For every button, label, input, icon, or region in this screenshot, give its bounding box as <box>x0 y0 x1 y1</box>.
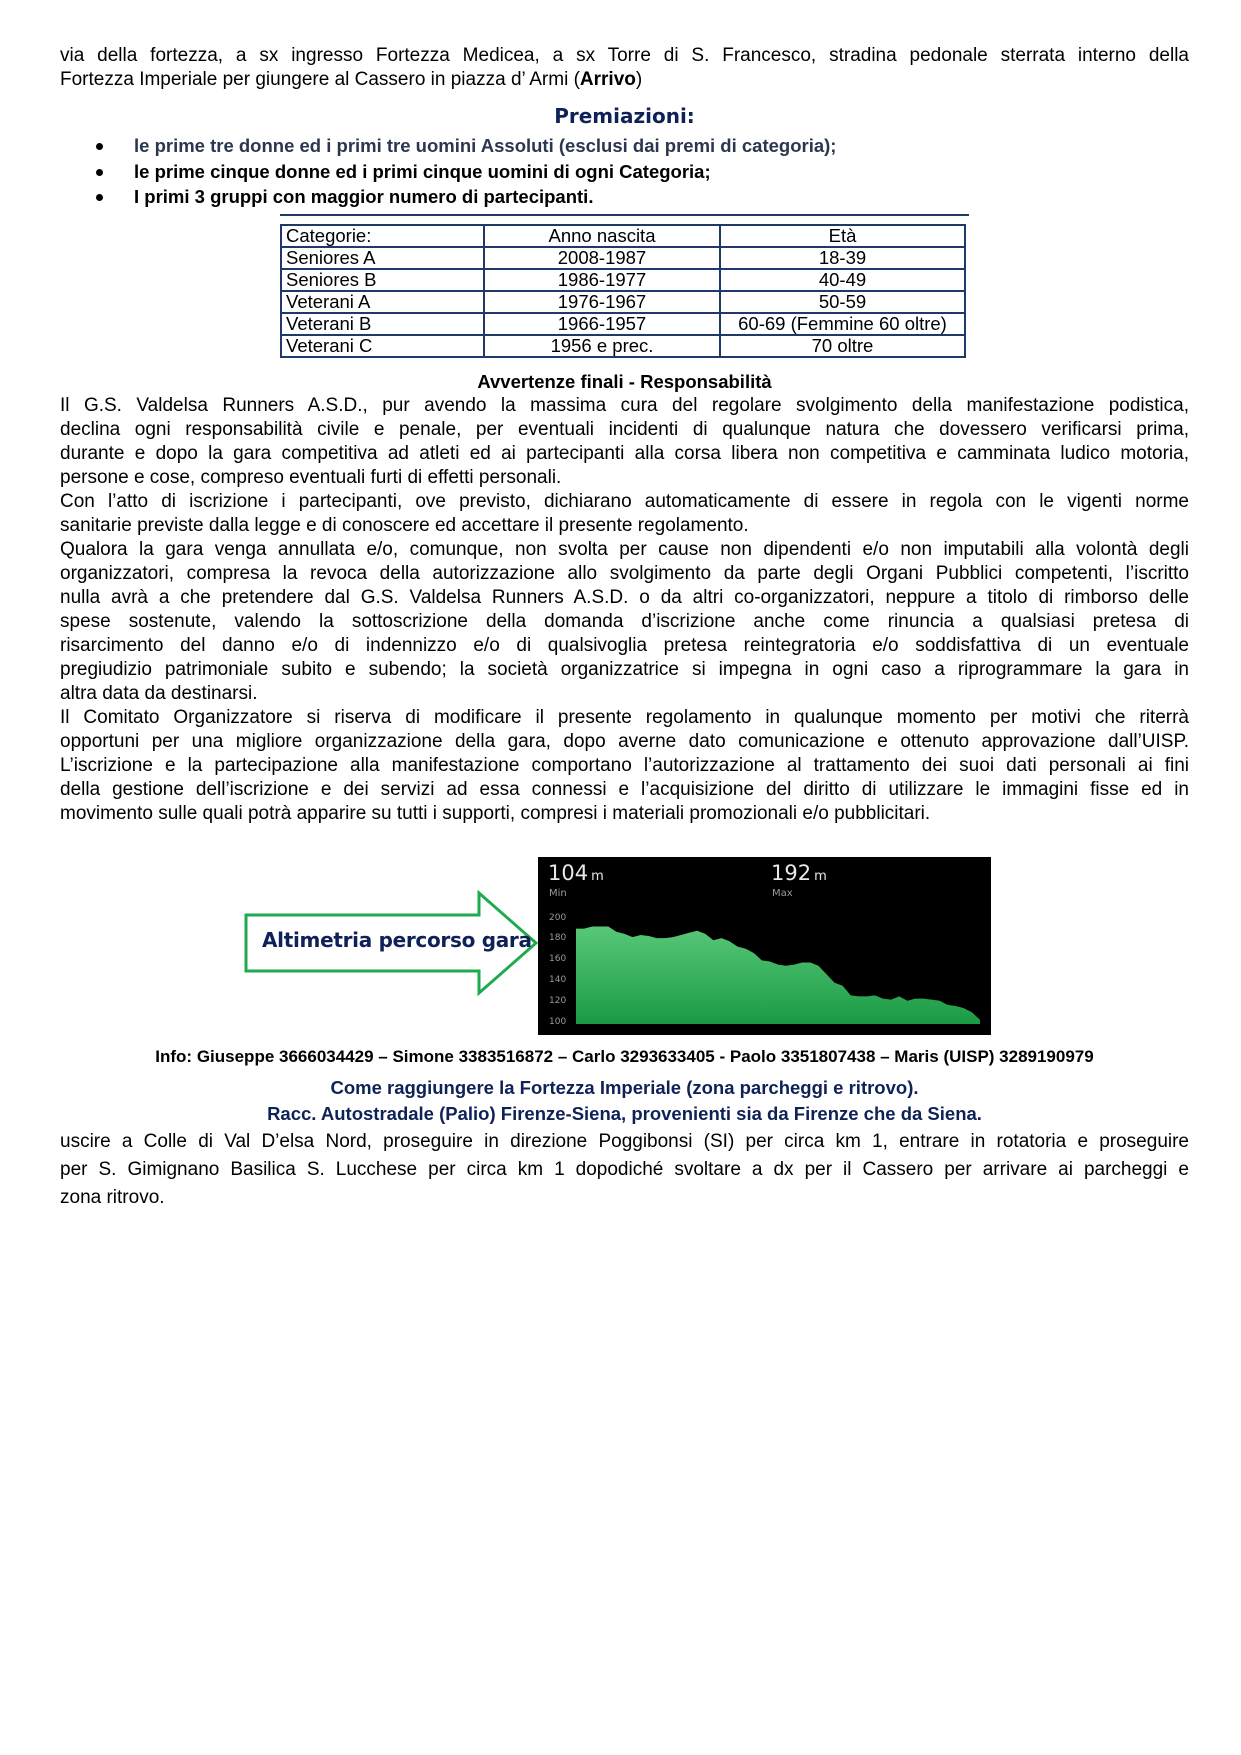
body-line: declina ogni responsabilità civile e penale, per eventuali incidenti di qualunque natura che dovessero verificarsi prima, <box>60 419 1189 440</box>
body-line: Il Comitato Organizzatore si riserva di modificare il presente regolamento in qualunque momento per motivi che riterrà <box>60 707 1189 728</box>
cell-category: Seniores B <box>281 269 484 291</box>
cell-age: 70 oltre <box>720 335 965 357</box>
table-row <box>281 291 965 313</box>
max-altitude <box>771 861 827 885</box>
body-line: Qualora la gara venga annullata e/o, comunque, non svolta per cause non dipendenti e/o non imputabili alla volontà degli <box>60 539 1189 560</box>
cell-age: 40-49 <box>720 269 965 291</box>
cell-age: 60-69 (Femmine 60 oltre) <box>720 313 965 335</box>
header-birth-year: Anno nascita <box>484 225 720 247</box>
body-line: organizzatori, compresa la revoca della autorizzazione allo svolgimento da parte degli Organi Pubblici competenti, l’iscritto <box>60 563 1189 584</box>
y-tick: 200 <box>549 913 567 923</box>
body-line: opportuni per una migliore organizzazione della gara, dopo averne dato comunicazione e ottenuto approvazione dall’UISP. <box>60 731 1189 752</box>
cell-category: Veterani B <box>281 313 484 335</box>
intro-line-2 <box>60 68 1189 92</box>
body-line: pregiudizio patrimoniale subito e subendo; la società organizzatrice si impegna in ogni caso a riprogrammare la gara in <box>60 659 1189 680</box>
table-header-row <box>281 225 965 247</box>
min-unit: m <box>591 869 604 884</box>
min-label: Min <box>549 888 567 899</box>
body-line: spese sostenute, valendo la sottoscrizione della domanda d’iscrizione anche come rinuncia a qualsiasi pretesa di <box>60 611 1189 632</box>
body-line: durante e dopo la gara competitiva ad atleti ed ai partecipanti alla corsa libera non competitiva e camminata ludico motoria, <box>60 443 1189 464</box>
directions-line: zona ritrovo. <box>60 1187 165 1208</box>
intro-line-2-close: ) <box>635 69 643 90</box>
body-line: nulla avrà a che pretendere dal G.S. Valdelsa Runners A.S.D. o da altri co-organizzatori, neppure a titolo di rimborso delle <box>60 587 1189 608</box>
directions-line: uscire a Colle di Val D’elsa Nord, proseguire in direzione Poggibonsi (SI) per circa km 1, entrare in rotatoria e proseguire <box>60 1131 1189 1152</box>
intro-line-2-text: Fortezza Imperiale per giungere al Cassero in piazza d’ Armi ( <box>60 69 580 90</box>
table-row <box>281 313 965 335</box>
table-row <box>281 335 965 357</box>
cell-category: Seniores A <box>281 247 484 269</box>
avvertenze-title: Avvertenze finali - Responsabilità <box>477 371 772 392</box>
max-value: 192 <box>771 861 812 885</box>
cell-birth-year: 1986-1977 <box>484 269 720 291</box>
min-value: 104 <box>548 861 589 885</box>
body-line: della gestione dell’iscrizione e dei servizi ad essa connessi e l’acquisizione del diritto di utilizzare le immagini fisse ed in <box>60 779 1189 800</box>
directions-title: Come raggiungere la Fortezza Imperiale (zona parcheggi e ritrovo). <box>330 1077 919 1098</box>
body-line: movimento sulle quali potrà apparire su tutti i supporti, compresi i materiali promozionali e/o pubblicitari. <box>60 803 931 824</box>
cell-birth-year: 1966-1957 <box>484 313 720 335</box>
cell-birth-year: 1956 e prec. <box>484 335 720 357</box>
cell-category: Veterani A <box>281 291 484 313</box>
cell-birth-year: 2008-1987 <box>484 247 720 269</box>
body-line: persone e cose, compreso eventuali furti di effetti personali. <box>60 467 562 488</box>
cell-category: Veterani C <box>281 335 484 357</box>
cell-age: 50-59 <box>720 291 965 313</box>
directions-line: per S. Gimignano Basilica S. Lucchese per circa km 1 dopodiché svoltare a dx per il Cassero per arrivare ai parcheggi e <box>60 1159 1189 1180</box>
altimetry-arrow-label: Altimetria percorso gara <box>262 928 532 952</box>
cell-age: 18-39 <box>720 247 965 269</box>
arrival-label: Arrivo <box>579 69 636 90</box>
body-line: altra data da destinarsi. <box>60 683 258 704</box>
bullet-icon <box>96 169 103 176</box>
table-row <box>281 269 965 291</box>
body-line: risarcimento del danno e/o di indennizzo e/o di qualsivoglia pretesa reintegratoria e/o soddisfattiva di un eventuale <box>60 635 1189 656</box>
min-altitude <box>548 861 604 885</box>
directions-subtitle: Racc. Autostradale (Palio) Firenze-Siena, provenienti sia da Firenze che da Siena. <box>267 1103 982 1124</box>
body-line: Il G.S. Valdelsa Runners A.S.D., pur avendo la massima cura del regolare svolgimento della manifestazione podistica, <box>60 395 1189 416</box>
cell-birth-year: 1976-1967 <box>484 291 720 313</box>
elevation-area <box>576 918 980 1024</box>
body-line: Con l’atto di iscrizione i partecipanti, ove previsto, dichiarano automaticamente di essere in regola con le vigenti norme <box>60 491 1189 512</box>
table-row <box>281 247 965 269</box>
y-tick: 140 <box>549 975 567 985</box>
y-tick: 100 <box>549 1017 567 1027</box>
altimetry-chart <box>538 857 991 1035</box>
bullet-icon <box>96 143 103 150</box>
categories-table <box>280 224 966 358</box>
y-tick: 120 <box>549 996 567 1006</box>
max-label: Max <box>772 888 793 899</box>
y-tick: 160 <box>549 954 567 964</box>
contacts-info: Info: Giuseppe 3666034429 – Simone 3383516872 – Carlo 3293633405 - Paolo 3351807438 – Maris (UISP) 3289190979 <box>155 1047 1094 1066</box>
max-unit: m <box>814 869 827 884</box>
header-category: Categorie: <box>281 225 484 247</box>
body-line: sanitarie previste dalla legge e di conoscere ed accettare il presente regolamento. <box>60 515 749 536</box>
premiazioni-title: Premiazioni: <box>554 104 695 128</box>
table-top-rule <box>280 214 969 216</box>
intro-line-1: via della fortezza, a sx ingresso Fortezza Medicea, a sx Torre di S. Francesco, stradina pedonale sterrata interno della <box>60 45 1189 66</box>
bullet-icon <box>96 194 103 201</box>
body-line: L’iscrizione e la partecipazione alla manifestazione comportano l’autorizzazione al trattamento dei suoi dati personali ai fini <box>60 755 1189 776</box>
y-tick: 180 <box>549 933 567 943</box>
header-age: Età <box>720 225 965 247</box>
